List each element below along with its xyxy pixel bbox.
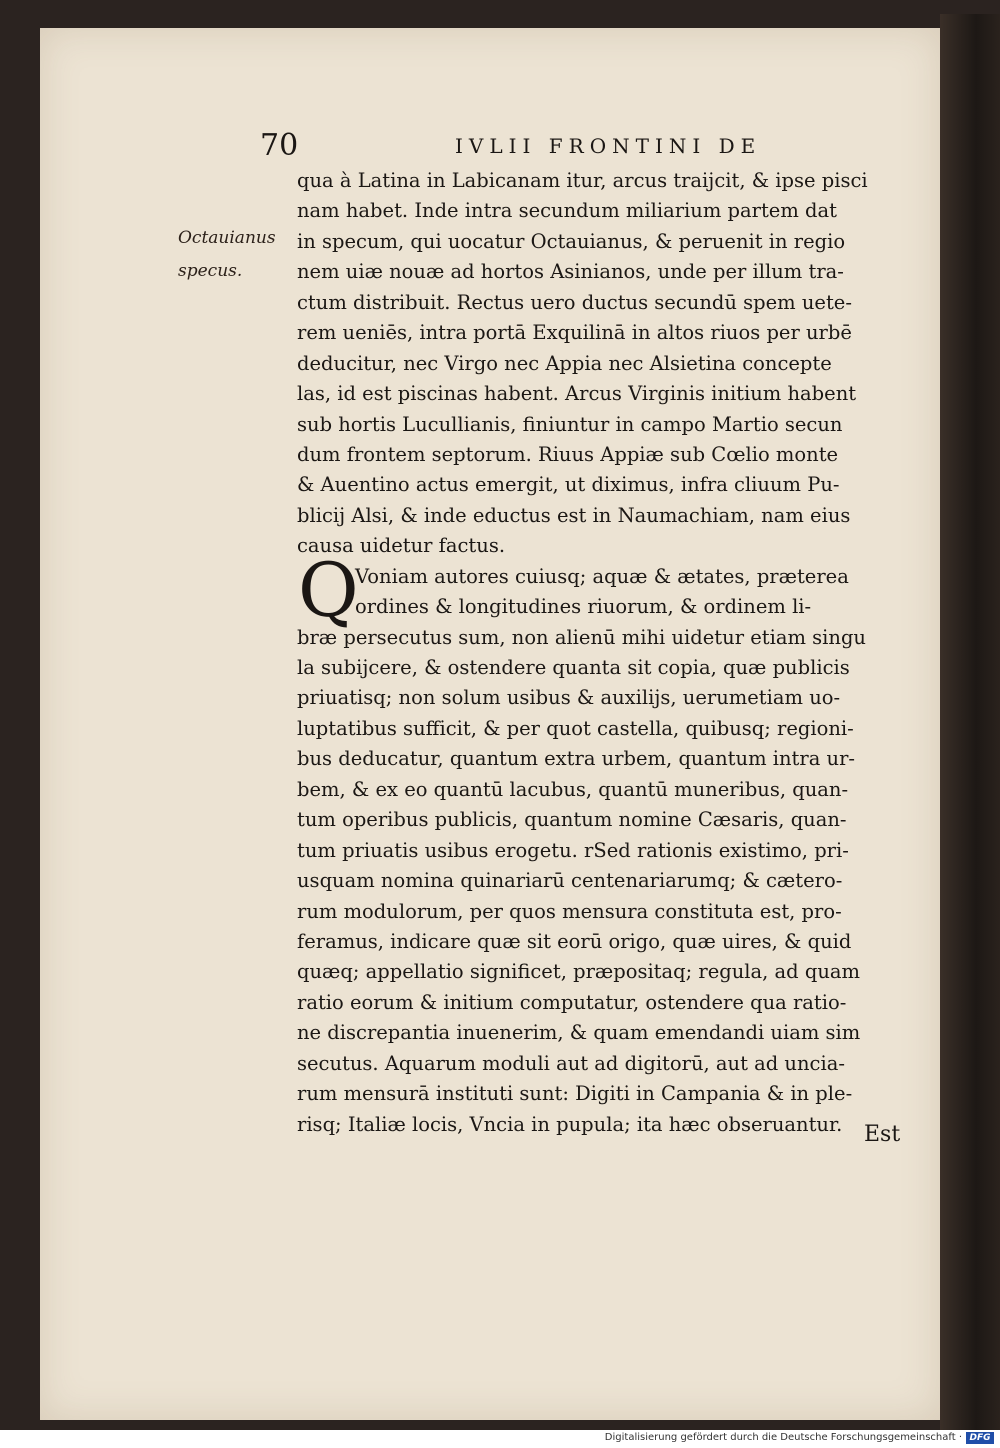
text-line: ratio eorum & initium computatur, ostendere qua ratio-	[297, 990, 847, 1014]
margin-note	[178, 222, 290, 288]
text-line: causa uidetur factus.	[297, 534, 506, 558]
text-line: rem ueniēs, intra portā Exquilinā in altos riuos per urbē	[297, 321, 852, 345]
text-line: bræ persecutus sum, non alienū mihi uidetur etiam singu	[297, 625, 866, 649]
text-line: sub hortis Lucullianis, finiuntur in campo Martio secun	[297, 412, 843, 436]
book-edge	[940, 14, 1000, 1434]
text-line: blicij Alsi, & inde eductus est in Naumachiam, nam eius	[297, 503, 851, 527]
text-line: nam habet. Inde intra secundum miliarium partem dat	[297, 199, 837, 223]
margin-note-line: Octauianus	[178, 228, 276, 248]
text-line: bem, & ex eo quantū lacubus, quantū muneribus, quan-	[297, 777, 849, 801]
text-line: rum mensurā instituti sunt: Digiti in Campania & in ple-	[297, 1082, 853, 1106]
text-line: ne discrepantia inuenerim, & quam emendandi uiam sim	[297, 1021, 861, 1045]
text-line: tum operibus publicis, quantum nomine Cæsaris, quan-	[297, 808, 847, 832]
text-line: & Auentino actus emergit, ut diximus, infra cliuum Pu-	[297, 473, 840, 497]
text-line: ctum distribuit. Rectus uero ductus secundū spem uete-	[297, 290, 852, 314]
text-line: in specum, qui uocatur Octauianus, & peruenit in regio	[297, 229, 846, 253]
text-line: quæq; appellatio significet, præpositaq; regula, ad quam	[297, 960, 861, 984]
funding-credit: Digitalisierung gefördert durch die Deutsche Forschungsgemeinschaft ·	[604, 1432, 962, 1443]
text-line: usquam nomina quinariarū centenariarumq; & cætero-	[297, 869, 843, 893]
drop-capital: Q	[298, 548, 359, 634]
catchword: Est	[864, 1122, 901, 1147]
paragraph-2	[297, 562, 909, 1140]
text-line: deducitur, nec Virgo nec Appia nec Alsietina concepte	[297, 351, 832, 375]
text-line: dum frontem septorum. Riuus Appiæ sub Cœlio monte	[297, 442, 839, 466]
text-line: tum priuatis usibus erogetu. rSed rationis existimo, pri-	[297, 838, 849, 862]
text-line: ordines & longitudines riuorum, & ordinem li-	[355, 595, 812, 619]
footer-bar	[0, 1430, 1000, 1448]
text-line: secutus. Aquarum moduli aut ad digitorū, aut ad uncia-	[297, 1051, 845, 1075]
page-number: 70	[260, 128, 299, 163]
text-line: qua à Latina in Labicanam itur, arcus traijcit, & ipse pisci	[297, 169, 868, 192]
paragraph-1	[297, 166, 909, 562]
text-line: bus deducatur, quantum extra urbem, quantum intra ur-	[297, 747, 856, 771]
text-line: las, id est piscinas habent. Arcus Virginis initium habent	[297, 382, 857, 406]
text-line: Voniam autores cuiusq; aquæ & ætates, præterea	[355, 564, 849, 588]
margin-note-line: specus.	[178, 261, 243, 281]
text-line: risq; Italiæ locis, Vncia in pupula; ita hæc obseruantur.	[297, 1112, 843, 1136]
text-line: rum modulorum, per quos mensura constituta est, pro-	[297, 899, 842, 923]
running-head: IVLII FRONTINI DE	[455, 134, 762, 158]
dfg-logo: DFG	[966, 1432, 994, 1444]
text-line: la subijcere, & ostendere quanta sit copia, quæ publicis	[297, 656, 850, 679]
main-text	[297, 166, 909, 1140]
text-line: feramus, indicare quæ sit eorū origo, quæ uires, & quid	[297, 929, 852, 953]
text-line: priuatisq; non solum usibus & auxilijs, uerumetiam uo-	[297, 686, 841, 710]
text-line: nem uiæ nouæ ad hortos Asinianos, unde per illum tra-	[297, 260, 844, 284]
text-line: luptatibus sufficit, & per quot castella, quibusq; regioni-	[297, 716, 854, 740]
